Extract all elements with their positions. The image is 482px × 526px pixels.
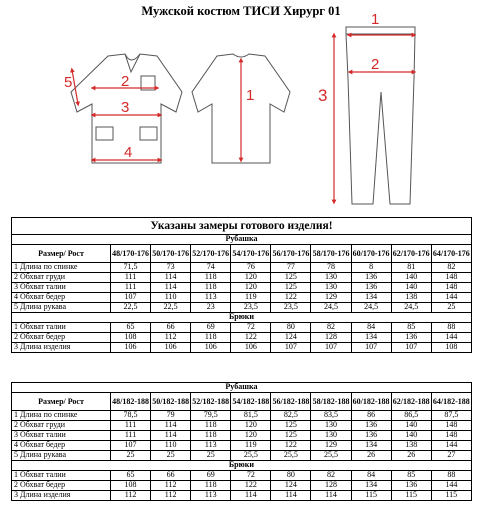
table-cell: 23 <box>191 303 231 313</box>
table-cell: 106 <box>151 343 191 353</box>
row-label: 5 Длина рукава <box>12 303 111 313</box>
table-cell: 122 <box>271 293 311 303</box>
table-cell: 78,5 <box>111 411 151 421</box>
table-cell: 148 <box>431 421 471 431</box>
table-cell: 124 <box>271 333 311 343</box>
table-cell: 124 <box>271 481 311 491</box>
table-cell: 88 <box>431 323 471 333</box>
table-cell: 108 <box>111 333 151 343</box>
table-cell: 112 <box>111 491 151 501</box>
table-cell: 108 <box>431 343 471 353</box>
table-row <box>12 343 472 353</box>
table-cell: 71,5 <box>111 263 151 273</box>
table-cell: 27 <box>431 451 471 461</box>
table-cell: 118 <box>191 273 231 283</box>
table-cell: 8 <box>351 263 391 273</box>
table-cell: 129 <box>311 441 351 451</box>
table-cell: 113 <box>191 441 231 451</box>
size-header-cell: 56/170-176 <box>271 245 311 263</box>
size-header-cell: 60/182-188 <box>351 393 391 411</box>
table-cell: 114 <box>151 273 191 283</box>
table-cell: 120 <box>231 431 271 441</box>
size-header-cell: 58/182-188 <box>311 393 351 411</box>
table-cell: 24,5 <box>391 303 431 313</box>
row-label: 1 Обхват талии <box>12 471 111 481</box>
table-cell: 136 <box>351 283 391 293</box>
table-cell: 83,5 <box>311 411 351 421</box>
table-cell: 107 <box>111 293 151 303</box>
dim-label-shirt-4: 4 <box>124 144 133 161</box>
size-table-182-188 <box>11 382 472 501</box>
table-cell: 65 <box>111 323 151 333</box>
dim-label-pants-3: 3 <box>318 86 328 105</box>
size-header-cell: 64/170-176 <box>431 245 471 263</box>
size-header-cell: 58/170-176 <box>311 245 351 263</box>
table-cell: 84 <box>351 471 391 481</box>
size-table-170-176 <box>11 217 472 353</box>
table-cell: 81,5 <box>231 411 271 421</box>
table-cell: 130 <box>311 273 351 283</box>
table-cell: 77 <box>271 263 311 273</box>
table-cell: 111 <box>111 421 151 431</box>
row-label: 1 Длина по спинке <box>12 411 111 421</box>
table-cell: 22,5 <box>151 303 191 313</box>
table-cell: 25,5 <box>311 451 351 461</box>
table-cell: 120 <box>231 283 271 293</box>
table-row <box>12 411 472 421</box>
table-cell: 112 <box>151 491 191 501</box>
table-cell: 82 <box>311 471 351 481</box>
table-cell: 113 <box>191 293 231 303</box>
table-cell: 134 <box>351 441 391 451</box>
table-row <box>12 293 472 303</box>
table-cell: 118 <box>191 431 231 441</box>
table-cell: 138 <box>391 441 431 451</box>
table-cell: 130 <box>311 431 351 441</box>
table-cell: 25,5 <box>231 451 271 461</box>
table-cell: 129 <box>311 293 351 303</box>
table-cell: 140 <box>391 273 431 283</box>
table-cell: 23,5 <box>271 303 311 313</box>
table-row <box>12 441 472 451</box>
table-cell: 120 <box>231 273 271 283</box>
table-row <box>12 431 472 441</box>
table-cell: 72 <box>231 323 271 333</box>
row-label: 2 Обхват груди <box>12 273 111 283</box>
table-cell: 125 <box>271 431 311 441</box>
table-cell: 144 <box>431 481 471 491</box>
table-cell: 122 <box>271 441 311 451</box>
table-cell: 107 <box>111 441 151 451</box>
size-header-cell: 62/170-176 <box>391 245 431 263</box>
table-row <box>12 421 472 431</box>
table-row <box>12 283 472 293</box>
table-row <box>12 263 472 273</box>
table-cell: 66 <box>151 471 191 481</box>
table-cell: 82,5 <box>271 411 311 421</box>
table-cell: 140 <box>391 421 431 431</box>
table-cell: 122 <box>231 481 271 491</box>
row-label: 2 Обхват груди <box>12 421 111 431</box>
table-cell: 115 <box>351 491 391 501</box>
table-cell: 79 <box>151 411 191 421</box>
table-cell: 111 <box>111 283 151 293</box>
table-cell: 80 <box>271 323 311 333</box>
table-cell: 134 <box>351 481 391 491</box>
size-header-cell: 54/182-188 <box>231 393 271 411</box>
table-cell: 66 <box>151 323 191 333</box>
pants-drawing <box>346 27 415 204</box>
size-header-cell: 52/170-176 <box>191 245 231 263</box>
table-cell: 111 <box>111 431 151 441</box>
row-label: 1 Обхват талии <box>12 323 111 333</box>
table-cell: 148 <box>431 283 471 293</box>
table-cell: 78 <box>311 263 351 273</box>
size-header-label: Размер/ Рост <box>12 393 111 411</box>
table-cell: 25 <box>151 451 191 461</box>
section-header-shirt: Рубашка <box>12 383 472 393</box>
table-cell: 108 <box>111 481 151 491</box>
row-label: 4 Обхват бедер <box>12 441 111 451</box>
dim-label-shirt-5: 5 <box>64 74 73 91</box>
table-cell: 140 <box>391 431 431 441</box>
table-cell: 128 <box>311 481 351 491</box>
table-cell: 65 <box>111 471 151 481</box>
table-cell: 140 <box>391 283 431 293</box>
table-cell: 144 <box>431 441 471 451</box>
table-cell: 69 <box>191 471 231 481</box>
table-cell: 119 <box>231 293 271 303</box>
row-label: 2 Обхват бедер <box>12 333 111 343</box>
table-cell: 84 <box>351 323 391 333</box>
table-cell: 74 <box>191 263 231 273</box>
table-cell: 136 <box>351 431 391 441</box>
table-cell: 86 <box>351 411 391 421</box>
table-cell: 82 <box>431 263 471 273</box>
table-cell: 73 <box>151 263 191 273</box>
garment-diagram <box>0 0 482 212</box>
table-cell: 110 <box>151 441 191 451</box>
table-row <box>12 471 472 481</box>
table-cell: 115 <box>391 491 431 501</box>
size-header-cell: 54/170-176 <box>231 245 271 263</box>
dim-label-pants-1: 1 <box>371 11 380 28</box>
size-header-cell: 48/182-188 <box>111 393 151 411</box>
table-cell: 25,5 <box>271 451 311 461</box>
size-header-cell: 56/182-188 <box>271 393 311 411</box>
section-header-pants: Брюки <box>12 461 472 471</box>
dim-label-shirt-2: 2 <box>121 73 130 90</box>
table-cell: 82 <box>311 323 351 333</box>
dim-label-pants-2: 2 <box>371 56 380 73</box>
table-cell: 26 <box>391 451 431 461</box>
table-cell: 86,5 <box>391 411 431 421</box>
table-cell: 24,5 <box>311 303 351 313</box>
row-label: 4 Обхват бедер <box>12 293 111 303</box>
table-cell: 134 <box>351 333 391 343</box>
table-cell: 114 <box>271 491 311 501</box>
table-cell: 25 <box>431 303 471 313</box>
size-header-cell: 64/182-188 <box>431 393 471 411</box>
row-label: 2 Обхват бедер <box>12 481 111 491</box>
table-cell: 118 <box>191 333 231 343</box>
table-cell: 118 <box>191 283 231 293</box>
table-cell: 106 <box>231 343 271 353</box>
table-cell: 125 <box>271 421 311 431</box>
size-header-cell: 50/170-176 <box>151 245 191 263</box>
table-cell: 122 <box>231 333 271 343</box>
table-cell: 26 <box>351 451 391 461</box>
table-cell: 136 <box>351 421 391 431</box>
table-cell: 80 <box>271 471 311 481</box>
table-cell: 107 <box>351 343 391 353</box>
table-cell: 106 <box>191 343 231 353</box>
table-cell: 114 <box>151 283 191 293</box>
row-label: 1 Длина по спинке <box>12 263 111 273</box>
table-cell: 107 <box>271 343 311 353</box>
dim-label-shirt-3: 3 <box>121 99 130 116</box>
section-header-shirt: Рубашка <box>12 235 472 245</box>
table-cell: 148 <box>431 273 471 283</box>
page-title: Мужской костюм ТИСИ Хирург 01 <box>141 4 341 18</box>
table-cell: 69 <box>191 323 231 333</box>
table-cell: 136 <box>351 273 391 283</box>
table-cell: 76 <box>231 263 271 273</box>
table-cell: 85 <box>391 323 431 333</box>
table-cell: 130 <box>311 421 351 431</box>
section-header-pants: Брюки <box>12 313 472 323</box>
table-cell: 112 <box>151 333 191 343</box>
table-cell: 110 <box>151 293 191 303</box>
table-row <box>12 323 472 333</box>
row-label: 3 Длина изделия <box>12 491 111 501</box>
size-header-cell: 52/182-188 <box>191 393 231 411</box>
table-row <box>12 333 472 343</box>
table-cell: 106 <box>111 343 151 353</box>
table-row <box>12 491 472 501</box>
table-cell: 22,5 <box>111 303 151 313</box>
size-header-label: Размер/ Рост <box>12 245 111 263</box>
table-caption: Указаны замеры готового изделия! <box>12 218 472 235</box>
table-cell: 144 <box>431 333 471 343</box>
row-label: 3 Длина изделия <box>12 343 111 353</box>
table-cell: 125 <box>271 273 311 283</box>
table-cell: 111 <box>111 273 151 283</box>
table-cell: 114 <box>151 421 191 431</box>
table-cell: 119 <box>231 441 271 451</box>
table-cell: 113 <box>191 491 231 501</box>
row-label: 3 Обхват талии <box>12 283 111 293</box>
table-cell: 134 <box>351 293 391 303</box>
table-cell: 115 <box>431 491 471 501</box>
table-cell: 107 <box>311 343 351 353</box>
row-label: 5 Длина рукава <box>12 451 111 461</box>
table-cell: 128 <box>311 333 351 343</box>
size-header-cell: 50/182-188 <box>151 393 191 411</box>
table-cell: 81 <box>391 263 431 273</box>
table-row <box>12 303 472 313</box>
table-cell: 107 <box>391 343 431 353</box>
row-label: 3 Обхват талии <box>12 431 111 441</box>
table-cell: 24,5 <box>351 303 391 313</box>
table-cell: 79,5 <box>191 411 231 421</box>
table-cell: 25 <box>191 451 231 461</box>
table-cell: 144 <box>431 293 471 303</box>
table-cell: 114 <box>311 491 351 501</box>
table-cell: 114 <box>231 491 271 501</box>
table-cell: 138 <box>391 293 431 303</box>
table-row <box>12 481 472 491</box>
table-cell: 88 <box>431 471 471 481</box>
table-cell: 85 <box>391 471 431 481</box>
table-row <box>12 451 472 461</box>
table-row <box>12 273 472 283</box>
table-cell: 136 <box>391 481 431 491</box>
table-cell: 25 <box>111 451 151 461</box>
dim-label-shirt-1: 1 <box>246 87 255 104</box>
table-cell: 114 <box>151 431 191 441</box>
table-cell: 130 <box>311 283 351 293</box>
size-header-cell: 48/170-176 <box>111 245 151 263</box>
table-cell: 112 <box>151 481 191 491</box>
table-cell: 125 <box>271 283 311 293</box>
table-cell: 118 <box>191 421 231 431</box>
table-cell: 148 <box>431 431 471 441</box>
table-cell: 87,5 <box>431 411 471 421</box>
table-cell: 136 <box>391 333 431 343</box>
size-header-cell: 60/170-176 <box>351 245 391 263</box>
table-cell: 120 <box>231 421 271 431</box>
table-cell: 118 <box>191 481 231 491</box>
table-cell: 23,5 <box>231 303 271 313</box>
size-header-cell: 62/182-188 <box>391 393 431 411</box>
table-cell: 72 <box>231 471 271 481</box>
